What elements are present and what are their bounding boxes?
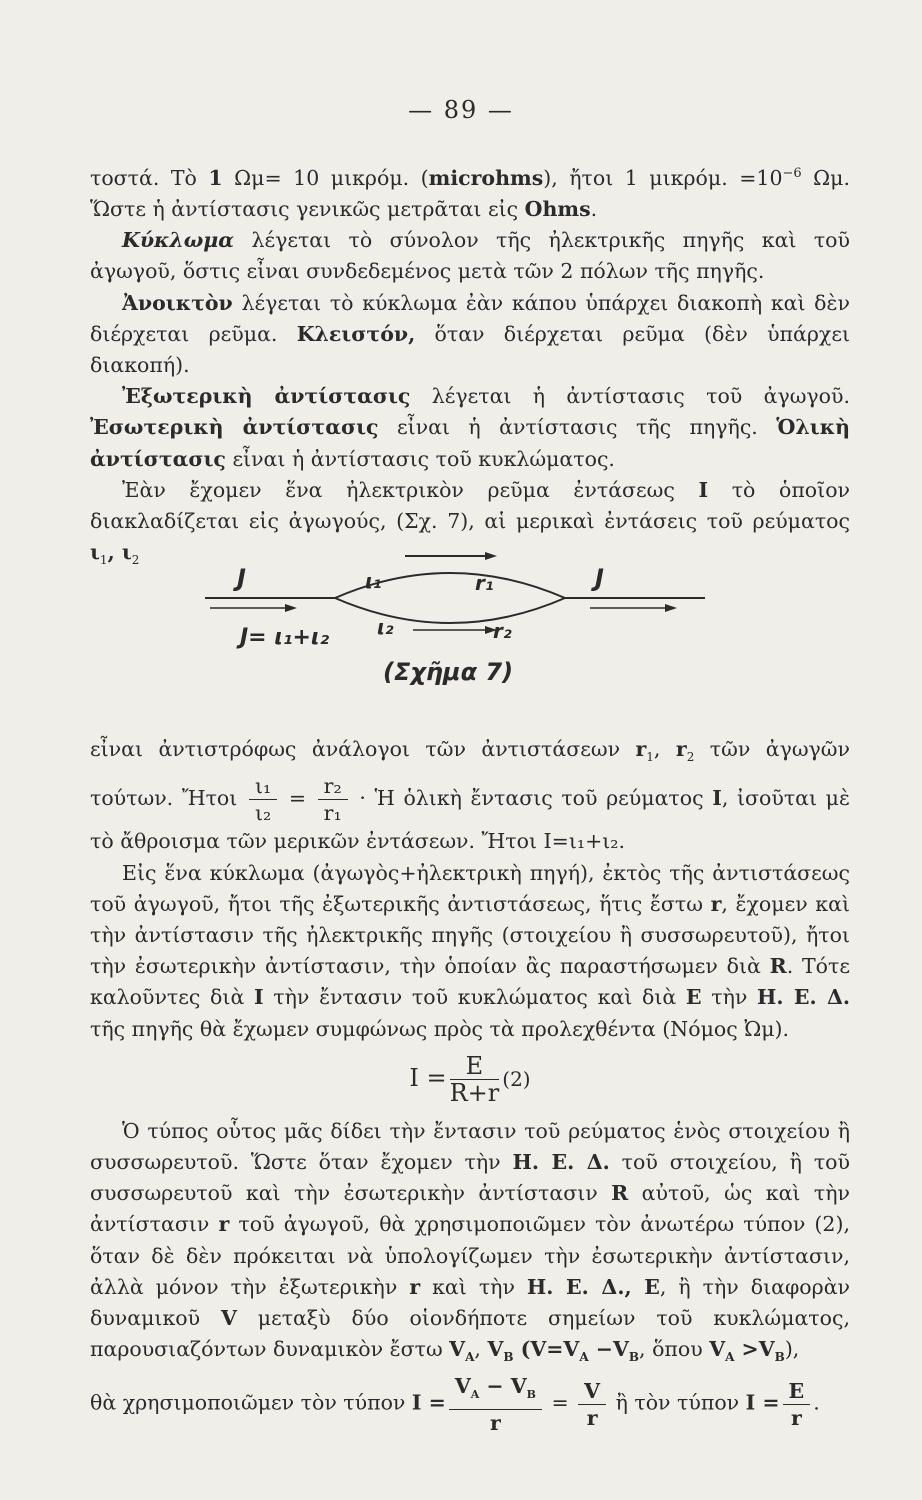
- numerator: E: [450, 1053, 500, 1080]
- label-r1: r₁: [475, 571, 494, 595]
- text: r: [675, 737, 687, 761]
- text: I: [698, 477, 709, 502]
- text: Εἰς ἕνα κύκλωμα (ἀγωγὸς+ἠλεκτρικὴ πηγή), ἐκτὸς τῆς ἀντιστάσεως τοῦ ἀγωγοῦ, ἤτοι τῆς ἐξωτερικῆς ἀντιστάσεως, ἥτις ἔστω: [90, 860, 850, 916]
- text: Ohms: [524, 197, 591, 222]
- page-number: — 89 —: [408, 96, 514, 124]
- subscript: 1: [646, 750, 654, 765]
- text: θὰ χρησιμοποιῶμεν τὸν τύπον: [90, 1390, 412, 1415]
- text: τὸ ὁποῖον διακλαδίζεται εἰς ἀγωγούς, (Σχ. 7), αἱ μερικαὶ ἐντάσεις τοῦ ρεύματος: [90, 477, 850, 534]
- text: τοῦ ἀγωγοῦ, θὰ χρησιμοποιῶμεν τὸν ἀνωτέρω τύπον (2), ὅταν δὲ δὲν πρόκειται νὰ ὑπολογίζωμεν τὴν ἐσωτερικὴν ἀντίστασιν, ἀλλὰ μόνον τὴν ἐξωτερικὴν: [90, 1212, 850, 1299]
- text: V: [220, 1305, 237, 1330]
- text: εἶναι ἡ ἀντίστασις τῆς πηγῆς.: [378, 415, 777, 440]
- text: Ἐὰν ἔχομεν ἕνα ἠλεκτρικὸν ρεῦμα ἐντάσεως: [122, 477, 699, 502]
- text: Η. Ε. Δ.: [512, 1149, 610, 1174]
- text: εἶναι ἀντιστρόφως ἀνάλογοι τῶν ἀντιστάσεων: [90, 737, 636, 761]
- superscript: −6: [782, 166, 802, 181]
- text: Ὁ τύπος οὗτος μᾶς δίδει τὴν ἔντασιν τοῦ ρεύματος ἑνὸς στοιχείου ἢ συσσωρευτοῦ. Ὥστε ὅταν ἔχομεν τὴν: [90, 1118, 850, 1174]
- text: − V: [479, 1374, 527, 1399]
- numerator: ι₁: [249, 773, 277, 800]
- text: r: [409, 1274, 421, 1299]
- label-current-sum: J= ι₁+ι₂: [240, 625, 330, 650]
- figure-caption: (Σχῆμα 7): [383, 658, 514, 686]
- subscript: A: [465, 1350, 475, 1365]
- text: I: [253, 985, 264, 1010]
- denominator: r: [489, 1410, 501, 1435]
- label-i1: ι₁: [365, 569, 382, 593]
- text: λέγεται τὸ σύνολον τῆς ἠλεκτρικῆς πηγῆς καὶ τοῦ ἀγωγοῦ, ὅστις εἶναι συνδεδεμένος μετὰ τῶν 2 πόλων τῆς πηγῆς.: [90, 228, 850, 284]
- label-current-right: J: [595, 564, 604, 592]
- label-current-left: J: [237, 564, 246, 592]
- text: microhms: [428, 165, 544, 190]
- text: αὐτοῦ, ὡς καὶ τὴν ἀντίστασιν: [90, 1181, 850, 1237]
- text: καὶ τὴν: [420, 1274, 527, 1299]
- term-open: Ἀνοικτὸν: [122, 290, 233, 315]
- text: ὅταν διέρχεται ρεῦμα (δὲν ὑπάρχει διακοπή).: [90, 321, 850, 378]
- text: ),: [784, 1337, 800, 1362]
- text: . Τότε καλοῦντες διὰ: [90, 954, 850, 1010]
- text: I: [712, 786, 722, 811]
- text: =: [544, 1390, 576, 1415]
- subscript: A: [579, 1350, 589, 1365]
- fraction-va-vb-over-r: [449, 1373, 542, 1435]
- term-closed: Κλειστόν,: [296, 321, 416, 346]
- subscript: B: [774, 1350, 785, 1365]
- text-block-top: [90, 158, 850, 577]
- numerator: E: [783, 1378, 811, 1405]
- text: ι: [90, 540, 100, 565]
- text: .: [590, 197, 598, 222]
- text: (V=V: [513, 1337, 580, 1362]
- text: =: [280, 786, 315, 811]
- text: ), ἤτοι 1 μικρόμ. =10: [543, 165, 783, 190]
- text: , ὅπου: [639, 1337, 710, 1362]
- text: r: [218, 1212, 230, 1237]
- text: τῆς πηγῆς θὰ ἔχωμεν συμφώνως πρὸς τὰ προλεχθέντα (Νόμος Ὠμ).: [90, 1016, 790, 1041]
- text: εἶναι ἡ ἀντίστασις τοῦ κυκλώματος.: [225, 446, 615, 471]
- paragraph-resistances: [90, 381, 850, 475]
- text: τὴν: [701, 985, 758, 1010]
- figure-7: [195, 540, 725, 710]
- text: V: [709, 1337, 726, 1362]
- text: · Ἡ ὁλικὴ ἔντασις τοῦ ρεύματος: [350, 786, 713, 811]
- fraction-v-over-r: [578, 1378, 606, 1431]
- text: >V: [734, 1337, 775, 1362]
- text: Ωμ= 10 μικρόμ. (: [222, 165, 429, 190]
- subscript: B: [628, 1350, 640, 1365]
- subscript: A: [470, 1388, 480, 1402]
- text: V: [449, 1337, 466, 1362]
- text: I=ι₁+ι₂: [543, 829, 619, 854]
- paragraph-formula-usage: [90, 1116, 850, 1374]
- subscript: A: [725, 1350, 735, 1365]
- text: r: [635, 737, 647, 761]
- equation-lhs: I =: [409, 1063, 447, 1092]
- text: R: [611, 1181, 629, 1206]
- text: μεταξὺ δύο οἱονδήποτε σημείων τοῦ κυκλώματος, παρουσιαζόντων δυναμικὸν ἔστω: [90, 1305, 850, 1362]
- denominator: r: [586, 1405, 598, 1430]
- text-block-bottom: [90, 734, 850, 1436]
- text: , ἔχομεν καὶ τὴν ἀντίστασιν τῆς ἠλεκτρικῆς πηγῆς (στοιχείου ἢ συσσωρευτοῦ), ἤτοι τὴν ἐσωτερικὴν ἀντίστασιν, τὴν ὁποίαν ἂς παραστήσωμεν διὰ: [90, 891, 850, 979]
- text: , ι: [107, 540, 132, 565]
- paragraph-open-closed: [90, 288, 850, 382]
- text: Η. Ε. Δ., Ε: [526, 1274, 660, 1299]
- denominator: R+r: [449, 1078, 500, 1107]
- text: ἢ τὸν τύπον: [609, 1390, 746, 1415]
- text: I =: [411, 1390, 446, 1415]
- numerator: [449, 1373, 542, 1409]
- text: R: [769, 954, 787, 979]
- fraction-i1-i2: [249, 773, 277, 826]
- text: λέγεται ἡ ἀντίστασις τοῦ ἀγωγοῦ.: [410, 384, 850, 409]
- fraction-e-over-r: [783, 1378, 811, 1431]
- paragraph-circuit: [90, 225, 850, 287]
- paragraph-circuit-law: [90, 858, 850, 1045]
- term-external-resistance: Ἐξωτερικὴ ἀντίστασις: [122, 384, 411, 409]
- subscript: B: [526, 1388, 536, 1402]
- denominator: r₁: [323, 801, 342, 826]
- term-internal-resistance: Ἐσωτερικὴ ἀντίστασις: [90, 415, 379, 440]
- text: r: [710, 891, 722, 916]
- numerator: r₂: [318, 773, 348, 800]
- text: E: [685, 985, 702, 1010]
- denominator: r: [790, 1405, 802, 1430]
- label-i2: ι₂: [377, 615, 394, 639]
- text: , ἰσοῦται μὲ τὸ ἄθροισμα τῶν μερικῶν ἐντάσεων. Ἤτοι: [90, 786, 850, 854]
- text: ,: [474, 1337, 488, 1362]
- text: ,: [653, 737, 676, 761]
- text: 1: [208, 165, 223, 190]
- text: τοστά. Τὸ: [90, 165, 209, 190]
- fraction-e-over-rr: [450, 1053, 500, 1106]
- paragraph-proportion: [90, 734, 850, 858]
- denominator: ι₂: [254, 801, 272, 826]
- text: V: [454, 1374, 471, 1399]
- term-circuit: Κύκλωμα: [122, 228, 235, 253]
- text: λέγεται τὸ κύκλωμα ἐὰν κάπου ὑπάρχει διακοπὴ καὶ δὲν διέρχεται ρεῦμα.: [90, 290, 850, 346]
- text: −V: [588, 1337, 629, 1362]
- text: Η. Ε. Δ.: [757, 985, 850, 1010]
- text: τῶν ἀγωγῶν τούτων. Ἤτοι: [90, 737, 850, 811]
- equation-2: [90, 1045, 850, 1116]
- label-r2: r₂: [493, 619, 512, 643]
- parallel-circuit-diagram: [195, 540, 725, 710]
- text: Ωμ. Ὥστε ἡ ἀντίστασις γενικῶς μετρᾶται εἰς: [90, 165, 850, 222]
- subscript: 2: [686, 750, 695, 765]
- text: τοῦ στοιχείου, ἢ τοῦ συσσωρευτοῦ καὶ τὴν ἐσωτερικὴν ἀντίστασιν: [90, 1149, 850, 1206]
- subscript: B: [503, 1350, 514, 1365]
- text: .: [813, 1390, 820, 1415]
- text: .: [618, 829, 626, 854]
- paragraph-alternative-formula: [90, 1373, 850, 1435]
- text: τὴν ἔντασιν τοῦ κυκλώματος καὶ διὰ: [263, 985, 686, 1010]
- fraction-r2-r1: [318, 773, 348, 826]
- text: I =: [745, 1390, 780, 1415]
- text: V: [487, 1337, 504, 1362]
- subscript: 2: [131, 553, 140, 568]
- numerator: V: [578, 1378, 606, 1405]
- term-total-resistance: Ὁλικὴ ἀντίστασις: [90, 415, 850, 471]
- text: , ἢ τὴν διαφορὰν δυναμικοῦ: [90, 1274, 851, 1330]
- paragraph-units: [90, 158, 850, 225]
- subscript: 1: [99, 553, 108, 568]
- equation-tag: (2): [502, 1066, 531, 1091]
